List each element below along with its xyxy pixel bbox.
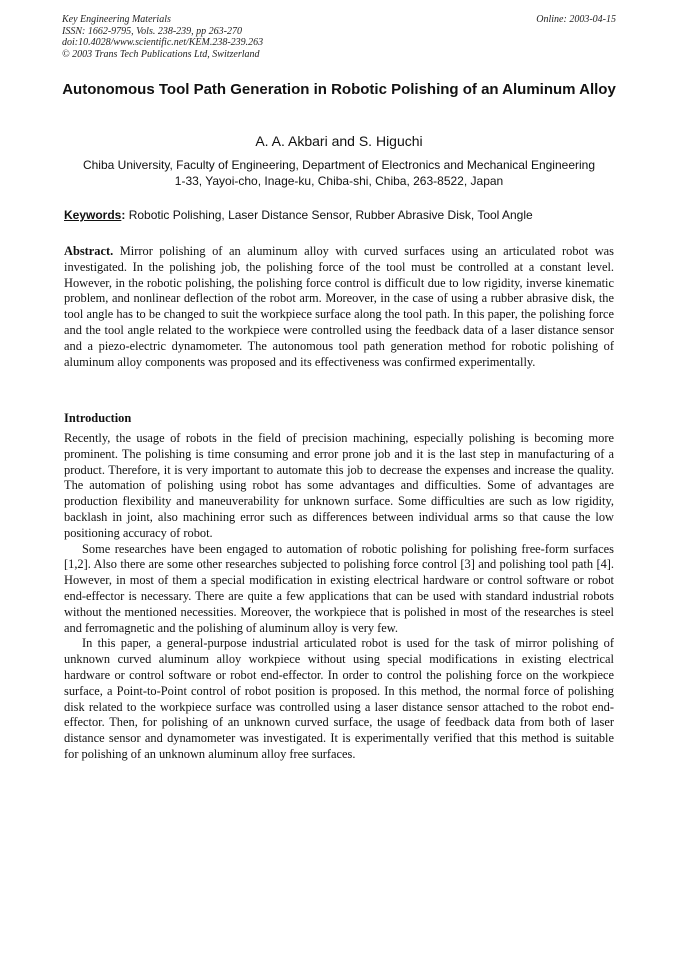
affiliation-line-1: Chiba University, Faculty of Engineering, Department of Electronics and Mechanical Engineering <box>82 158 596 172</box>
keywords-label: Keywords <box>64 208 122 222</box>
intro-paragraph-1: Recently, the usage of robots in the field of precision machining, especially polishing is becoming more prominent. The polishing is time consuming and error prone job and it is the last step in manufacturing of a product. Therefore, it is very important to automate this job to decrease the expenses and increase the quality. The automation of polishing using robot has some advantages and difficulties. Some of advantages are production flexibility and maneuverability for unknown surface. Some difficulties are such as low rigidity, backlash in joint, also machining error such as differences between individual arms so that cause the low positioning accuracy of robot. <box>64 431 614 540</box>
affiliation <box>62 157 616 189</box>
affiliation-line-2: 1-33, Yayoi-cho, Inage-ku, Chiba-shi, Chiba, 263-8522, Japan <box>174 174 504 188</box>
abstract-text: Mirror polishing of an aluminum alloy with curved surfaces using an articulated robot was investigated. In the polishing job, the polishing force of the tool must be controlled at a constant level. However, in the robotic polishing, the polishing force control is difficult due to low rigidity, inverse kinematic problem, and nonlinear deflection of the robot arm. Moreover, in the case of using a rubber abrasive disk, the tool angle has to be changed to suit the workpiece surface along the tool path. In this paper, the polishing force and the tool angle related to the workpiece were controlled using the feedback data of a laser distance sensor and a piezo-electric dynamometer. The autonomous tool path generation method for robotic polishing of aluminum alloy components was proposed and its effectiveness was confirmed experimentally. <box>64 244 614 369</box>
paper-title: Autonomous Tool Path Generation in Robotic Polishing of an Aluminum Alloy <box>62 81 616 98</box>
abstract-label: Abstract. <box>64 244 114 258</box>
keywords <box>64 207 616 223</box>
online-date: Online: 2003-04-15 <box>536 14 616 25</box>
issn-line: ISSN: 1662-9795, Vols. 238-239, pp 263-270 <box>62 25 242 37</box>
copyright-line: © 2003 Trans Tech Publications Ltd, Switzerland <box>62 48 260 60</box>
intro-paragraph-2: Some researches have been engaged to automation of robotic polishing for polishing free-form surfaces [1,2]. Also there are some other researches subjected to polishing force control [3] and polishing tool path [4]. However, in most of them a special modification in existing electrical hardware or control software or robot end-effector is necessary. There are quite a few applications that can be used with standard industrial robots without the mentioned necessities. Moreover, the workpiece that is polished in most of the researches is steel and ferromagnetic and the polishing of aluminum alloy is very few. <box>64 541 614 635</box>
intro-paragraph-3: In this paper, a general-purpose industrial articulated robot is used for the task of mirror polishing of unknown curved aluminum alloy workpiece without using special modifications in existing electrical hardware or control software or robot end-effector. In order to control the polishing force on the workpiece surface, a Point-to-Point control of robot position is proposed. In this method, the normal force of polishing disk related to the workpiece surface was controlled using a laser distance sensor attached to the robot end-effector. Then, for polishing of an unknown curved surface, the usage of feedback data from both of laser distance sensor and dynamometer was investigated. It is experimentally verified that this method is suitable for polishing of an unknown aluminum alloy free surfaces. <box>64 636 614 761</box>
keywords-text: Robotic Polishing, Laser Distance Sensor, Rubber Abrasive Disk, Tool Angle <box>125 208 533 222</box>
journal-header <box>62 14 616 60</box>
keywords-colon: : <box>121 208 126 222</box>
doi-line: doi:10.4028/www.scientific.net/KEM.238-239.263 <box>62 37 264 48</box>
abstract <box>64 244 614 370</box>
paper-authors: A. A. Akbari and S. Higuchi <box>255 133 423 149</box>
journal-name: Key Engineering Materials <box>62 14 171 25</box>
introduction-heading: Introduction <box>64 411 132 425</box>
introduction-body <box>64 431 614 763</box>
